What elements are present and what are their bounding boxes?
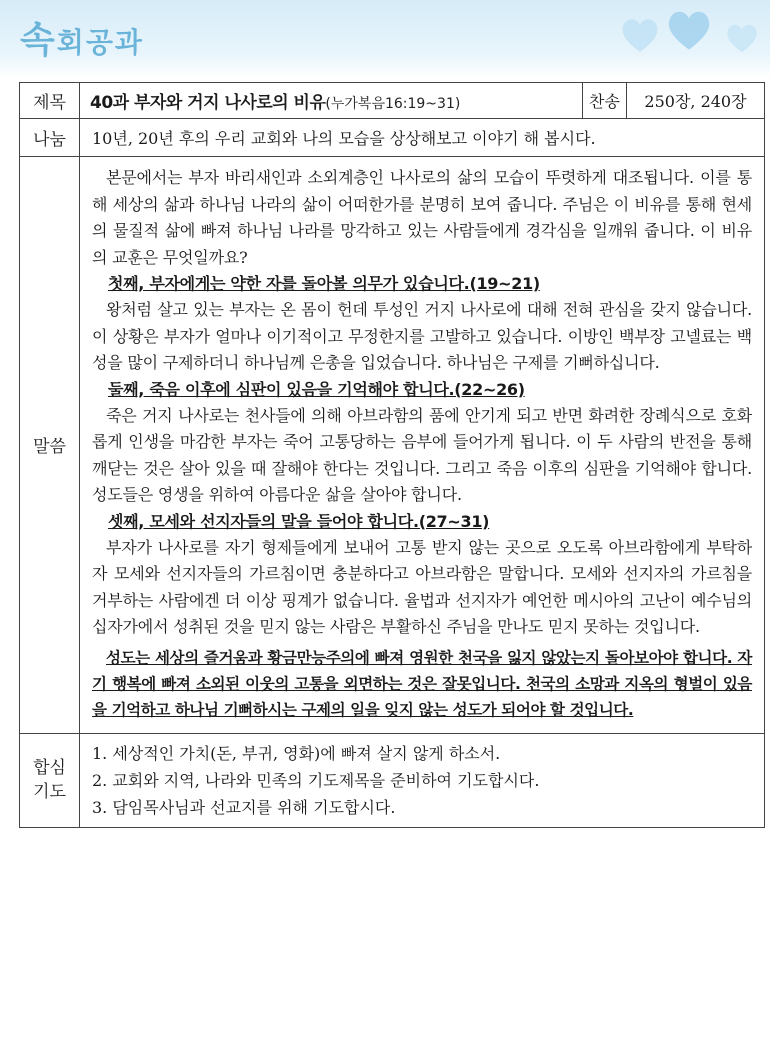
- point-text-1: 왕처럼 살고 있는 부자는 온 몸이 헌데 투성인 거지 나사로에 대해 전혀 관심을 갖지 않습니다. 이 상황은 부자가 얼마나 이기적이고 무정한지를 고발하고 있습니다. 이방인 백부장 고넬료는 백성을 많이 구제하더니 하나님께 은총을 입었습니다. 하나님은 구제를 기뻐하십니다.: [92, 300, 752, 372]
- title-row: [20, 83, 765, 119]
- point-text-2: 죽은 거지 나사로는 천사들에 의해 아브라함의 품에 안기게 되고 반면 화려한 장례식으로 호화롭게 인생을 마감한 부자는 죽어 고통당하는 음부에 들어가게 됩니다. 이 두 사람의 반전을 통해 깨닫는 것은 살아 있을 때 잘해야 한다는 것입니다. 그리고 죽음 이후의 심판을 기억해야 합니다. 성도들은 영생을 위하여 아름다운 삶을 살아야 합니다.: [92, 405, 752, 504]
- point-text-3: 부자가 나사로를 자기 형제들에게 보내어 고통 받지 않는 곳으로 오도록 아브라함에게 부탁하자 모세와 선지자들의 가르침이면 충분하다고 아브라함은 말합니다. 모세와 선지자의 가르침을 거부하는 사람에겐 더 이상 핑계가 없습니다. 율법과 선지자가 예언한 메시아의 고난이 예수님의 십자가에서 성취된 것을 믿지 않는 사람은 부활하신 주님을 만나도 믿지 못하는 것입니다.: [92, 537, 752, 636]
- lesson-title-main: 40과 부자와 거지 나사로의 비유: [90, 93, 326, 113]
- intro-paragraph: 본문에서는 부자 바리새인과 소외계층인 나사로의 삶의 모습이 뚜렷하게 대조됩니다. 이를 통해 세상의 삶과 하나님 나라의 삶이 어떠한가를 분명히 보여 줍니다. 주님은 이 비유를 통해 현세의 물질적 삶에 빠져 하나님 나라를 망각하고 있는 사람들에게 경각심을 일깨워 줍니다. 이 비유의 교훈은 무엇일까요?: [92, 168, 752, 267]
- point-heading-1: 첫째, 부자에게는 약한 자를 돌아볼 의무가 있습니다.(19~21): [108, 274, 540, 293]
- conclusion-paragraph: 성도는 세상의 즐거움과 황금만능주의에 빠져 영원한 천국을 잃지 않았는지 돌아보아야 합니다. 자기 행복에 빠져 소외된 이웃의 고통을 외면하는 것은 잘못입니다. 천국의 소망과 지옥의 형벌이 있음을 기억하고 하나님 기뻐하시는 구제의 일을 잊지 않는 성도가 되어야 할 것입니다.: [92, 648, 752, 719]
- prayer-item: 2. 교회와 지역, 나라와 민족의 기도제목을 준비하여 기도합시다.: [92, 770, 540, 790]
- word-label: 말씀: [20, 157, 80, 734]
- prayer-list: [80, 733, 765, 827]
- prayer-label: [20, 733, 80, 827]
- share-label: 나눔: [20, 119, 80, 157]
- prayer-item: 1. 세상적인 가치(돈, 부귀, 영화)에 빠져 살지 않게 하소서.: [92, 743, 501, 763]
- heart-icon: [725, 22, 759, 54]
- prayer-label-line1: 합심: [33, 758, 66, 778]
- prayer-row: [20, 733, 765, 827]
- header-banner: [0, 0, 770, 78]
- share-text: 10년, 20년 후의 우리 교회와 나의 모습을 상상해보고 이야기 해 봅시다.: [80, 119, 765, 157]
- lesson-scripture-ref: (누가복음16:19~31): [325, 96, 461, 112]
- heart-icon: [620, 16, 660, 54]
- hymn-label: 찬송: [583, 83, 627, 119]
- hymn-value: 250장, 240장: [627, 83, 765, 119]
- brand-title: [20, 12, 144, 63]
- point-heading-2: 둘째, 죽음 이후에 심판이 있음을 기억해야 합니다.(22~26): [108, 379, 525, 399]
- prayer-label-line2: 기도: [33, 782, 66, 802]
- point-heading-3: 셋째, 모세와 선지자들의 말을 들어야 합니다.(27~31): [108, 511, 490, 531]
- word-body: [80, 157, 765, 734]
- brand-rest: 회공과: [56, 26, 144, 59]
- title-label: 제목: [20, 83, 80, 119]
- lesson-table: [19, 82, 765, 828]
- word-row: [20, 157, 765, 734]
- prayer-item: 3. 담임목사님과 선교지를 위해 기도합시다.: [92, 797, 396, 817]
- share-row: [20, 119, 765, 157]
- heart-icon: [665, 8, 713, 52]
- brand-first-char: 속: [20, 20, 57, 61]
- lesson-title: [80, 83, 583, 119]
